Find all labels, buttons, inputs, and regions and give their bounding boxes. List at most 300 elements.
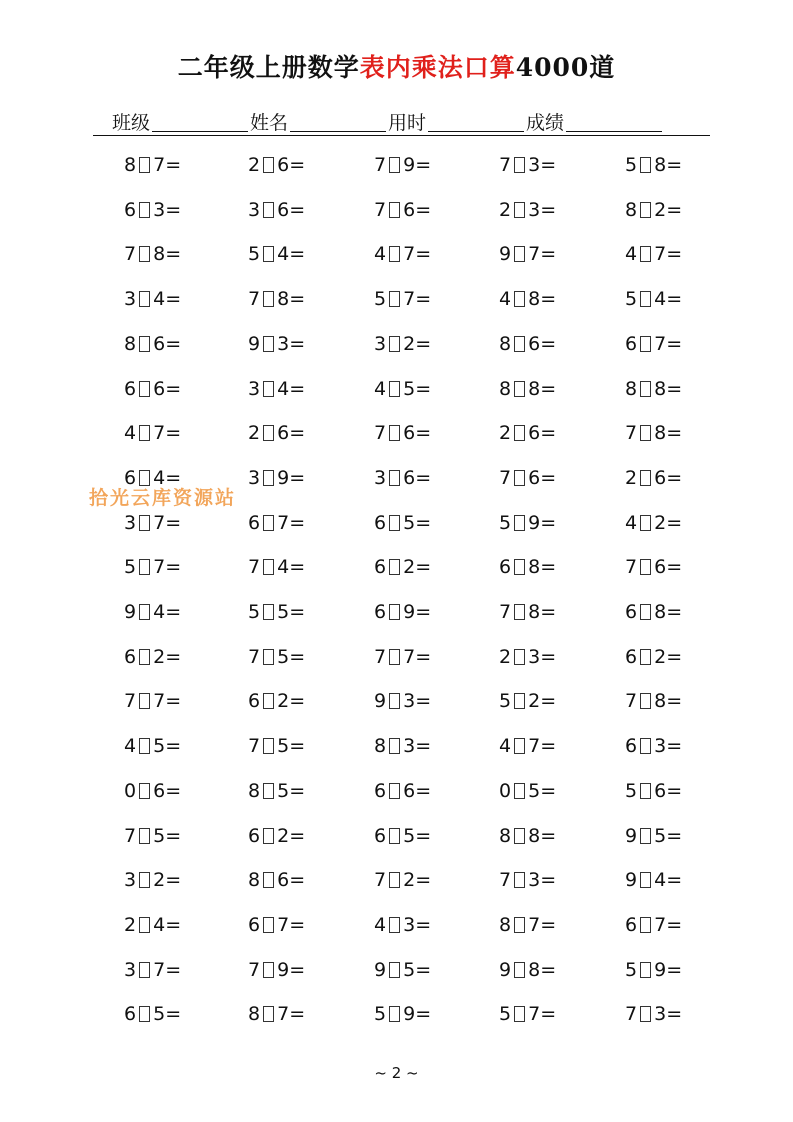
operand-b: 4 <box>277 243 290 265</box>
operand-a: 9 <box>499 243 512 265</box>
operand-b: 9 <box>277 959 290 981</box>
problem-item <box>248 689 305 713</box>
operand-b: 3 <box>403 735 416 757</box>
equals-sign: = <box>415 199 432 221</box>
operand-a: 6 <box>124 378 137 400</box>
operand-b: 2 <box>153 869 166 891</box>
title-part-2: 表内乘法口算 <box>359 53 516 82</box>
equals-sign: = <box>289 690 306 712</box>
problem-item <box>625 958 682 982</box>
operator-box-icon <box>514 962 525 978</box>
operand-a: 9 <box>374 959 387 981</box>
operand-b: 5 <box>277 735 290 757</box>
problem-item <box>124 287 181 311</box>
operand-a: 3 <box>374 333 387 355</box>
problem-item <box>374 958 431 982</box>
problem-item <box>374 377 431 401</box>
problem-item <box>499 600 556 624</box>
problem-item <box>374 466 431 490</box>
equals-sign: = <box>289 914 306 936</box>
problem-item <box>374 332 431 356</box>
operand-b: 3 <box>277 333 290 355</box>
operand-b: 6 <box>277 422 290 444</box>
problem-item <box>625 779 682 803</box>
problem-item <box>625 511 682 535</box>
operand-b: 3 <box>528 869 541 891</box>
operator-box-icon <box>139 738 150 754</box>
operator-box-icon <box>263 559 274 575</box>
operand-b: 3 <box>528 154 541 176</box>
operand-b: 2 <box>528 690 541 712</box>
operand-a: 3 <box>124 959 137 981</box>
equals-sign: = <box>666 780 683 802</box>
operand-b: 2 <box>403 869 416 891</box>
operator-box-icon <box>640 962 651 978</box>
problem-item <box>124 868 181 892</box>
problem-item <box>248 600 305 624</box>
operator-box-icon <box>640 1006 651 1022</box>
problem-item <box>124 421 181 445</box>
equals-sign: = <box>540 601 557 623</box>
problem-item <box>248 958 305 982</box>
equals-sign: = <box>289 825 306 847</box>
operator-box-icon <box>139 828 150 844</box>
operator-box-icon <box>263 649 274 665</box>
operator-box-icon <box>389 559 400 575</box>
problem-item <box>248 153 305 177</box>
operand-a: 6 <box>248 825 261 847</box>
operand-b: 4 <box>153 601 166 623</box>
operand-a: 4 <box>625 512 638 534</box>
equals-sign: = <box>666 869 683 891</box>
operand-b: 8 <box>153 243 166 265</box>
operand-b: 6 <box>153 780 166 802</box>
equals-sign: = <box>540 735 557 757</box>
operator-box-icon <box>389 917 400 933</box>
equals-sign: = <box>540 422 557 444</box>
operator-box-icon <box>263 291 274 307</box>
operand-b: 6 <box>403 780 416 802</box>
problem-item <box>499 645 556 669</box>
operator-box-icon <box>139 559 150 575</box>
equals-sign: = <box>415 512 432 534</box>
equals-sign: = <box>540 914 557 936</box>
problem-item <box>248 555 305 579</box>
equals-sign: = <box>415 959 432 981</box>
operand-a: 8 <box>499 914 512 936</box>
operand-b: 7 <box>153 959 166 981</box>
problem-item <box>124 645 181 669</box>
operator-box-icon <box>640 291 651 307</box>
operand-b: 4 <box>277 378 290 400</box>
operand-a: 6 <box>374 601 387 623</box>
equals-sign: = <box>540 646 557 668</box>
operator-box-icon <box>389 828 400 844</box>
operator-box-icon <box>263 515 274 531</box>
problem-item <box>374 1002 431 1026</box>
operand-b: 6 <box>153 333 166 355</box>
equals-sign: = <box>165 780 182 802</box>
problem-item <box>625 913 682 937</box>
operand-b: 7 <box>277 914 290 936</box>
operand-b: 7 <box>528 914 541 936</box>
operator-box-icon <box>263 783 274 799</box>
operator-box-icon <box>640 246 651 262</box>
problem-item <box>499 287 556 311</box>
problem-item <box>124 555 181 579</box>
operand-a: 6 <box>124 467 137 489</box>
operand-b: 5 <box>654 825 667 847</box>
operand-a: 3 <box>124 512 137 534</box>
equals-sign: = <box>540 154 557 176</box>
operand-b: 3 <box>528 199 541 221</box>
equals-sign: = <box>165 154 182 176</box>
operand-b: 6 <box>528 333 541 355</box>
equals-sign: = <box>666 512 683 534</box>
operator-box-icon <box>514 693 525 709</box>
operator-box-icon <box>139 693 150 709</box>
operand-b: 2 <box>654 199 667 221</box>
equals-sign: = <box>415 154 432 176</box>
operand-b: 2 <box>153 646 166 668</box>
operand-a: 7 <box>124 243 137 265</box>
operator-box-icon <box>640 917 651 933</box>
operand-a: 5 <box>374 1003 387 1025</box>
operand-a: 7 <box>374 422 387 444</box>
operand-a: 5 <box>625 154 638 176</box>
operand-a: 8 <box>499 825 512 847</box>
equals-sign: = <box>666 199 683 221</box>
problem-item <box>248 198 305 222</box>
operand-a: 9 <box>625 825 638 847</box>
operator-box-icon <box>263 1006 274 1022</box>
operand-a: 4 <box>124 735 137 757</box>
operand-b: 5 <box>153 1003 166 1025</box>
operand-b: 6 <box>277 154 290 176</box>
operand-a: 4 <box>499 288 512 310</box>
operand-a: 8 <box>248 1003 261 1025</box>
problem-item <box>248 421 305 445</box>
problem-item <box>374 511 431 535</box>
equals-sign: = <box>165 735 182 757</box>
operator-box-icon <box>514 246 525 262</box>
operator-box-icon <box>514 157 525 173</box>
operand-b: 7 <box>153 154 166 176</box>
operand-b: 8 <box>654 601 667 623</box>
operand-b: 2 <box>654 512 667 534</box>
operand-a: 8 <box>124 333 137 355</box>
operand-b: 4 <box>277 556 290 578</box>
operand-a: 7 <box>625 1003 638 1025</box>
operand-b: 6 <box>277 199 290 221</box>
operand-b: 7 <box>654 333 667 355</box>
operator-box-icon <box>263 202 274 218</box>
equals-sign: = <box>540 512 557 534</box>
operand-a: 6 <box>124 1003 137 1025</box>
equals-sign: = <box>666 601 683 623</box>
operand-a: 7 <box>499 467 512 489</box>
equals-sign: = <box>289 199 306 221</box>
problem-item <box>499 153 556 177</box>
equals-sign: = <box>415 735 432 757</box>
operator-box-icon <box>389 202 400 218</box>
equals-sign: = <box>289 512 306 534</box>
operand-b: 4 <box>153 467 166 489</box>
operand-a: 6 <box>248 512 261 534</box>
equals-sign: = <box>165 601 182 623</box>
operand-b: 8 <box>654 154 667 176</box>
operator-box-icon <box>640 425 651 441</box>
problem-item <box>499 868 556 892</box>
operator-box-icon <box>139 157 150 173</box>
problem-item <box>499 913 556 937</box>
operand-a: 7 <box>499 601 512 623</box>
equals-sign: = <box>415 288 432 310</box>
operator-box-icon <box>640 559 651 575</box>
operator-box-icon <box>139 917 150 933</box>
problem-item <box>374 198 431 222</box>
problem-item <box>374 734 431 758</box>
problem-item <box>374 913 431 937</box>
operator-box-icon <box>389 783 400 799</box>
problem-item <box>499 377 556 401</box>
problem-item <box>374 824 431 848</box>
problem-item <box>248 779 305 803</box>
page-number: ~ 2 ~ <box>374 1064 419 1082</box>
equals-sign: = <box>289 288 306 310</box>
operator-box-icon <box>263 872 274 888</box>
operand-a: 7 <box>248 556 261 578</box>
problem-item <box>124 1002 181 1026</box>
operand-a: 3 <box>248 199 261 221</box>
operand-b: 9 <box>403 1003 416 1025</box>
equals-sign: = <box>666 959 683 981</box>
operator-box-icon <box>640 381 651 397</box>
operand-a: 6 <box>625 735 638 757</box>
operand-a: 5 <box>625 959 638 981</box>
equals-sign: = <box>415 825 432 847</box>
operand-a: 4 <box>374 243 387 265</box>
problem-item <box>625 1002 682 1026</box>
operand-a: 2 <box>248 422 261 444</box>
problem-item <box>248 913 305 937</box>
problem-item <box>124 913 181 937</box>
problem-item <box>248 242 305 266</box>
equals-sign: = <box>415 601 432 623</box>
operator-box-icon <box>640 202 651 218</box>
operand-b: 5 <box>277 780 290 802</box>
operand-b: 6 <box>528 467 541 489</box>
operator-box-icon <box>514 917 525 933</box>
equals-sign: = <box>666 646 683 668</box>
operand-a: 8 <box>248 869 261 891</box>
equals-sign: = <box>289 646 306 668</box>
operator-box-icon <box>139 336 150 352</box>
operand-a: 7 <box>124 690 137 712</box>
equals-sign: = <box>666 422 683 444</box>
operand-a: 2 <box>499 422 512 444</box>
operand-b: 8 <box>528 959 541 981</box>
operand-b: 7 <box>153 690 166 712</box>
operand-b: 5 <box>153 825 166 847</box>
operator-box-icon <box>139 291 150 307</box>
equals-sign: = <box>415 243 432 265</box>
operator-box-icon <box>389 381 400 397</box>
class-label: 班级 <box>112 112 151 134</box>
equals-sign: = <box>540 333 557 355</box>
operand-a: 3 <box>374 467 387 489</box>
operand-a: 7 <box>499 869 512 891</box>
operand-b: 2 <box>654 646 667 668</box>
operand-a: 9 <box>374 690 387 712</box>
operand-b: 9 <box>403 154 416 176</box>
equals-sign: = <box>415 1003 432 1025</box>
equals-sign: = <box>540 378 557 400</box>
operand-a: 7 <box>625 690 638 712</box>
equals-sign: = <box>540 780 557 802</box>
operand-b: 6 <box>654 556 667 578</box>
operator-box-icon <box>514 649 525 665</box>
operator-box-icon <box>514 1006 525 1022</box>
operand-b: 5 <box>277 646 290 668</box>
operator-box-icon <box>263 693 274 709</box>
operand-b: 7 <box>654 914 667 936</box>
operand-a: 9 <box>499 959 512 981</box>
operand-a: 5 <box>374 288 387 310</box>
operand-b: 6 <box>654 467 667 489</box>
operand-b: 9 <box>277 467 290 489</box>
operand-b: 7 <box>153 556 166 578</box>
operator-box-icon <box>263 470 274 486</box>
operand-b: 6 <box>528 422 541 444</box>
operator-box-icon <box>139 202 150 218</box>
operand-a: 7 <box>625 556 638 578</box>
problem-item <box>625 287 682 311</box>
operator-box-icon <box>640 604 651 620</box>
equals-sign: = <box>415 914 432 936</box>
operand-a: 8 <box>499 378 512 400</box>
operand-b: 7 <box>153 422 166 444</box>
operand-b: 4 <box>654 869 667 891</box>
operand-a: 6 <box>374 556 387 578</box>
equals-sign: = <box>540 199 557 221</box>
operator-box-icon <box>139 962 150 978</box>
operand-a: 2 <box>499 646 512 668</box>
operator-box-icon <box>640 872 651 888</box>
operator-box-icon <box>139 246 150 262</box>
operand-a: 5 <box>499 690 512 712</box>
equals-sign: = <box>289 959 306 981</box>
equals-sign: = <box>165 869 182 891</box>
operand-b: 4 <box>153 914 166 936</box>
operator-box-icon <box>514 515 525 531</box>
operand-b: 7 <box>528 243 541 265</box>
problem-item <box>248 511 305 535</box>
problem-item <box>248 377 305 401</box>
operand-a: 6 <box>625 601 638 623</box>
operand-b: 3 <box>528 646 541 668</box>
operand-b: 8 <box>528 288 541 310</box>
operand-b: 7 <box>403 243 416 265</box>
operand-a: 6 <box>625 914 638 936</box>
operand-a: 5 <box>625 780 638 802</box>
operand-b: 6 <box>403 467 416 489</box>
problem-item <box>625 377 682 401</box>
equals-sign: = <box>165 378 182 400</box>
operator-box-icon <box>389 291 400 307</box>
problem-item <box>374 555 431 579</box>
problem-item <box>374 645 431 669</box>
operator-box-icon <box>389 470 400 486</box>
operator-box-icon <box>640 157 651 173</box>
equals-sign: = <box>540 869 557 891</box>
operator-box-icon <box>389 872 400 888</box>
equals-sign: = <box>666 735 683 757</box>
equals-sign: = <box>289 154 306 176</box>
problem-item <box>499 1002 556 1026</box>
problem-item <box>499 689 556 713</box>
operand-b: 3 <box>654 735 667 757</box>
operator-box-icon <box>263 157 274 173</box>
operand-a: 3 <box>248 378 261 400</box>
equals-sign: = <box>540 825 557 847</box>
problem-item <box>374 242 431 266</box>
equals-sign: = <box>415 780 432 802</box>
operand-a: 4 <box>374 914 387 936</box>
equals-sign: = <box>289 780 306 802</box>
operand-a: 2 <box>248 154 261 176</box>
equals-sign: = <box>165 199 182 221</box>
problem-item <box>499 958 556 982</box>
problem-item <box>625 868 682 892</box>
operator-box-icon <box>263 425 274 441</box>
operand-a: 5 <box>499 1003 512 1025</box>
operand-b: 2 <box>277 825 290 847</box>
operator-box-icon <box>389 157 400 173</box>
problem-item <box>248 1002 305 1026</box>
equals-sign: = <box>540 288 557 310</box>
operand-b: 9 <box>654 959 667 981</box>
problem-item <box>625 153 682 177</box>
equals-sign: = <box>540 467 557 489</box>
operator-box-icon <box>263 828 274 844</box>
operator-box-icon <box>514 336 525 352</box>
problem-item <box>124 198 181 222</box>
operator-box-icon <box>640 783 651 799</box>
operator-box-icon <box>389 738 400 754</box>
operand-a: 9 <box>625 869 638 891</box>
equals-sign: = <box>415 422 432 444</box>
operand-b: 8 <box>528 601 541 623</box>
operand-a: 2 <box>625 467 638 489</box>
operator-box-icon <box>640 649 651 665</box>
operand-b: 7 <box>153 512 166 534</box>
problem-item <box>124 332 181 356</box>
operand-a: 3 <box>124 869 137 891</box>
problem-item <box>499 734 556 758</box>
problem-item <box>124 242 181 266</box>
operand-b: 8 <box>654 422 667 444</box>
equals-sign: = <box>165 690 182 712</box>
problem-item <box>248 466 305 490</box>
operand-a: 6 <box>499 556 512 578</box>
equals-sign: = <box>165 243 182 265</box>
problem-item <box>124 600 181 624</box>
operator-box-icon <box>139 515 150 531</box>
operand-b: 7 <box>654 243 667 265</box>
problem-item <box>499 555 556 579</box>
operand-a: 8 <box>124 154 137 176</box>
